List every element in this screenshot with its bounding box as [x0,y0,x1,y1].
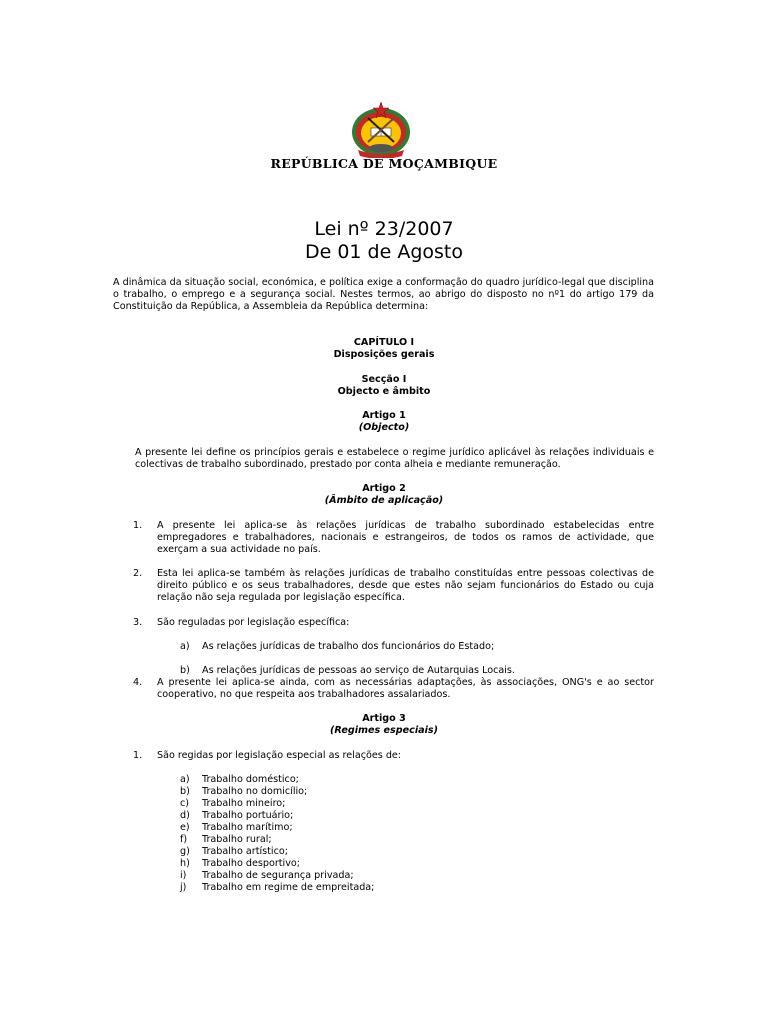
item-number: 2. [133,568,143,579]
subitem-letter: j) [180,882,187,893]
article-2-title: Artigo 2 [362,483,406,494]
article-1-title: Artigo 1 [362,410,406,421]
article-1-subtitle: (Objecto) [358,422,410,433]
item-text: São regidas por legislação especial as relações de: [157,750,402,761]
item-text: São reguladas por legislação específica: [157,617,350,628]
article-1-text: A presente lei define os princípios gerais e estabelece o regime jurídico aplicável às relações individuais e colectivas de trabalho subordinado, prestado por conta alheia e mediante remuneração. [135,447,654,470]
subitem-text: Trabalho marítimo; [202,822,293,833]
subitem-text: Trabalho doméstico; [202,774,299,785]
republic-title: REPÚBLICA DE MOÇAMBIQUE [270,156,498,171]
law-date: De 01 de Agosto [304,241,464,263]
preamble-paragraph: A dinâmica da situação social, económica, e política exige a conformação do quadro jurídico-legal que disciplina o trabalho, o emprego e a segurança social. Nestes termos, ao abrigo do disposto no nº1 do artigo 179 da Constituição da República, a Assembleia da República determina: [113,277,654,312]
section-subtitle: Objecto e âmbito [337,386,431,397]
article-3-subtitle: (Regimes especiais) [330,725,438,736]
subitem-letter: b) [180,786,190,797]
item-number: 3. [133,617,143,628]
article-2-subtitle: (Âmbito de aplicação) [324,495,444,506]
subitem-text: Trabalho mineiro; [202,798,286,809]
chapter-subtitle: Disposições gerais [333,349,435,360]
subitem-text: Trabalho artístico; [202,846,288,857]
coat-of-arms-emblem [350,100,412,158]
item-number: 1. [133,520,143,531]
item-number: 1. [133,750,143,761]
subitem-letter: e) [180,822,190,833]
item-text: A presente lei aplica-se ainda, com as necessárias adaptações, às associações, ONG's e ao sector cooperativo, no que respeita aos trabalhadores assalariados. [157,677,654,700]
section-title: Secção I [361,374,407,385]
subitem-letter: f) [180,834,188,845]
subitem-letter: a) [180,774,190,785]
subitem-letter: g) [180,846,190,857]
subitem-text: Trabalho desportivo; [202,858,301,869]
item-text: A presente lei aplica-se às relações jurídicas de trabalho subordinado estabelecidas entre empregadores e trabalhadores, nacionais e estrangeiros, de todos os ramos de actividade, que exerçam a sua actividade no país. [157,520,654,555]
subitem-text: Trabalho em regime de empreitada; [202,882,375,893]
subitem-text: Trabalho no domicílio; [202,786,308,797]
subitem-letter: b) [180,665,190,676]
subitem-text: As relações jurídicas de pessoas ao serviço de Autarquias Locais. [202,665,515,676]
item-text: Esta lei aplica-se também às relações jurídicas de trabalho constituídas entre pessoas colectivas de direito público e os seus trabalhadores, desde que estes não sejam funcionários do Estado ou cuja relação não seja regulada por legislação específica. [157,568,654,603]
subitem-text: Trabalho rural; [202,834,272,845]
subitem-letter: a) [180,641,190,652]
law-number: Lei nº 23/2007 [314,218,454,240]
chapter-title: CAPÍTULO I [353,337,415,348]
subitem-letter: i) [180,870,187,881]
article-3-title: Artigo 3 [362,713,406,724]
subitem-letter: c) [180,798,190,809]
subitem-text: Trabalho portuário; [202,810,294,821]
subitem-text: As relações jurídicas de trabalho dos funcionários do Estado; [202,641,495,652]
subitem-letter: h) [180,858,190,869]
item-number: 4. [133,677,143,688]
subitem-letter: d) [180,810,190,821]
subitem-text: Trabalho de segurança privada; [202,870,354,881]
